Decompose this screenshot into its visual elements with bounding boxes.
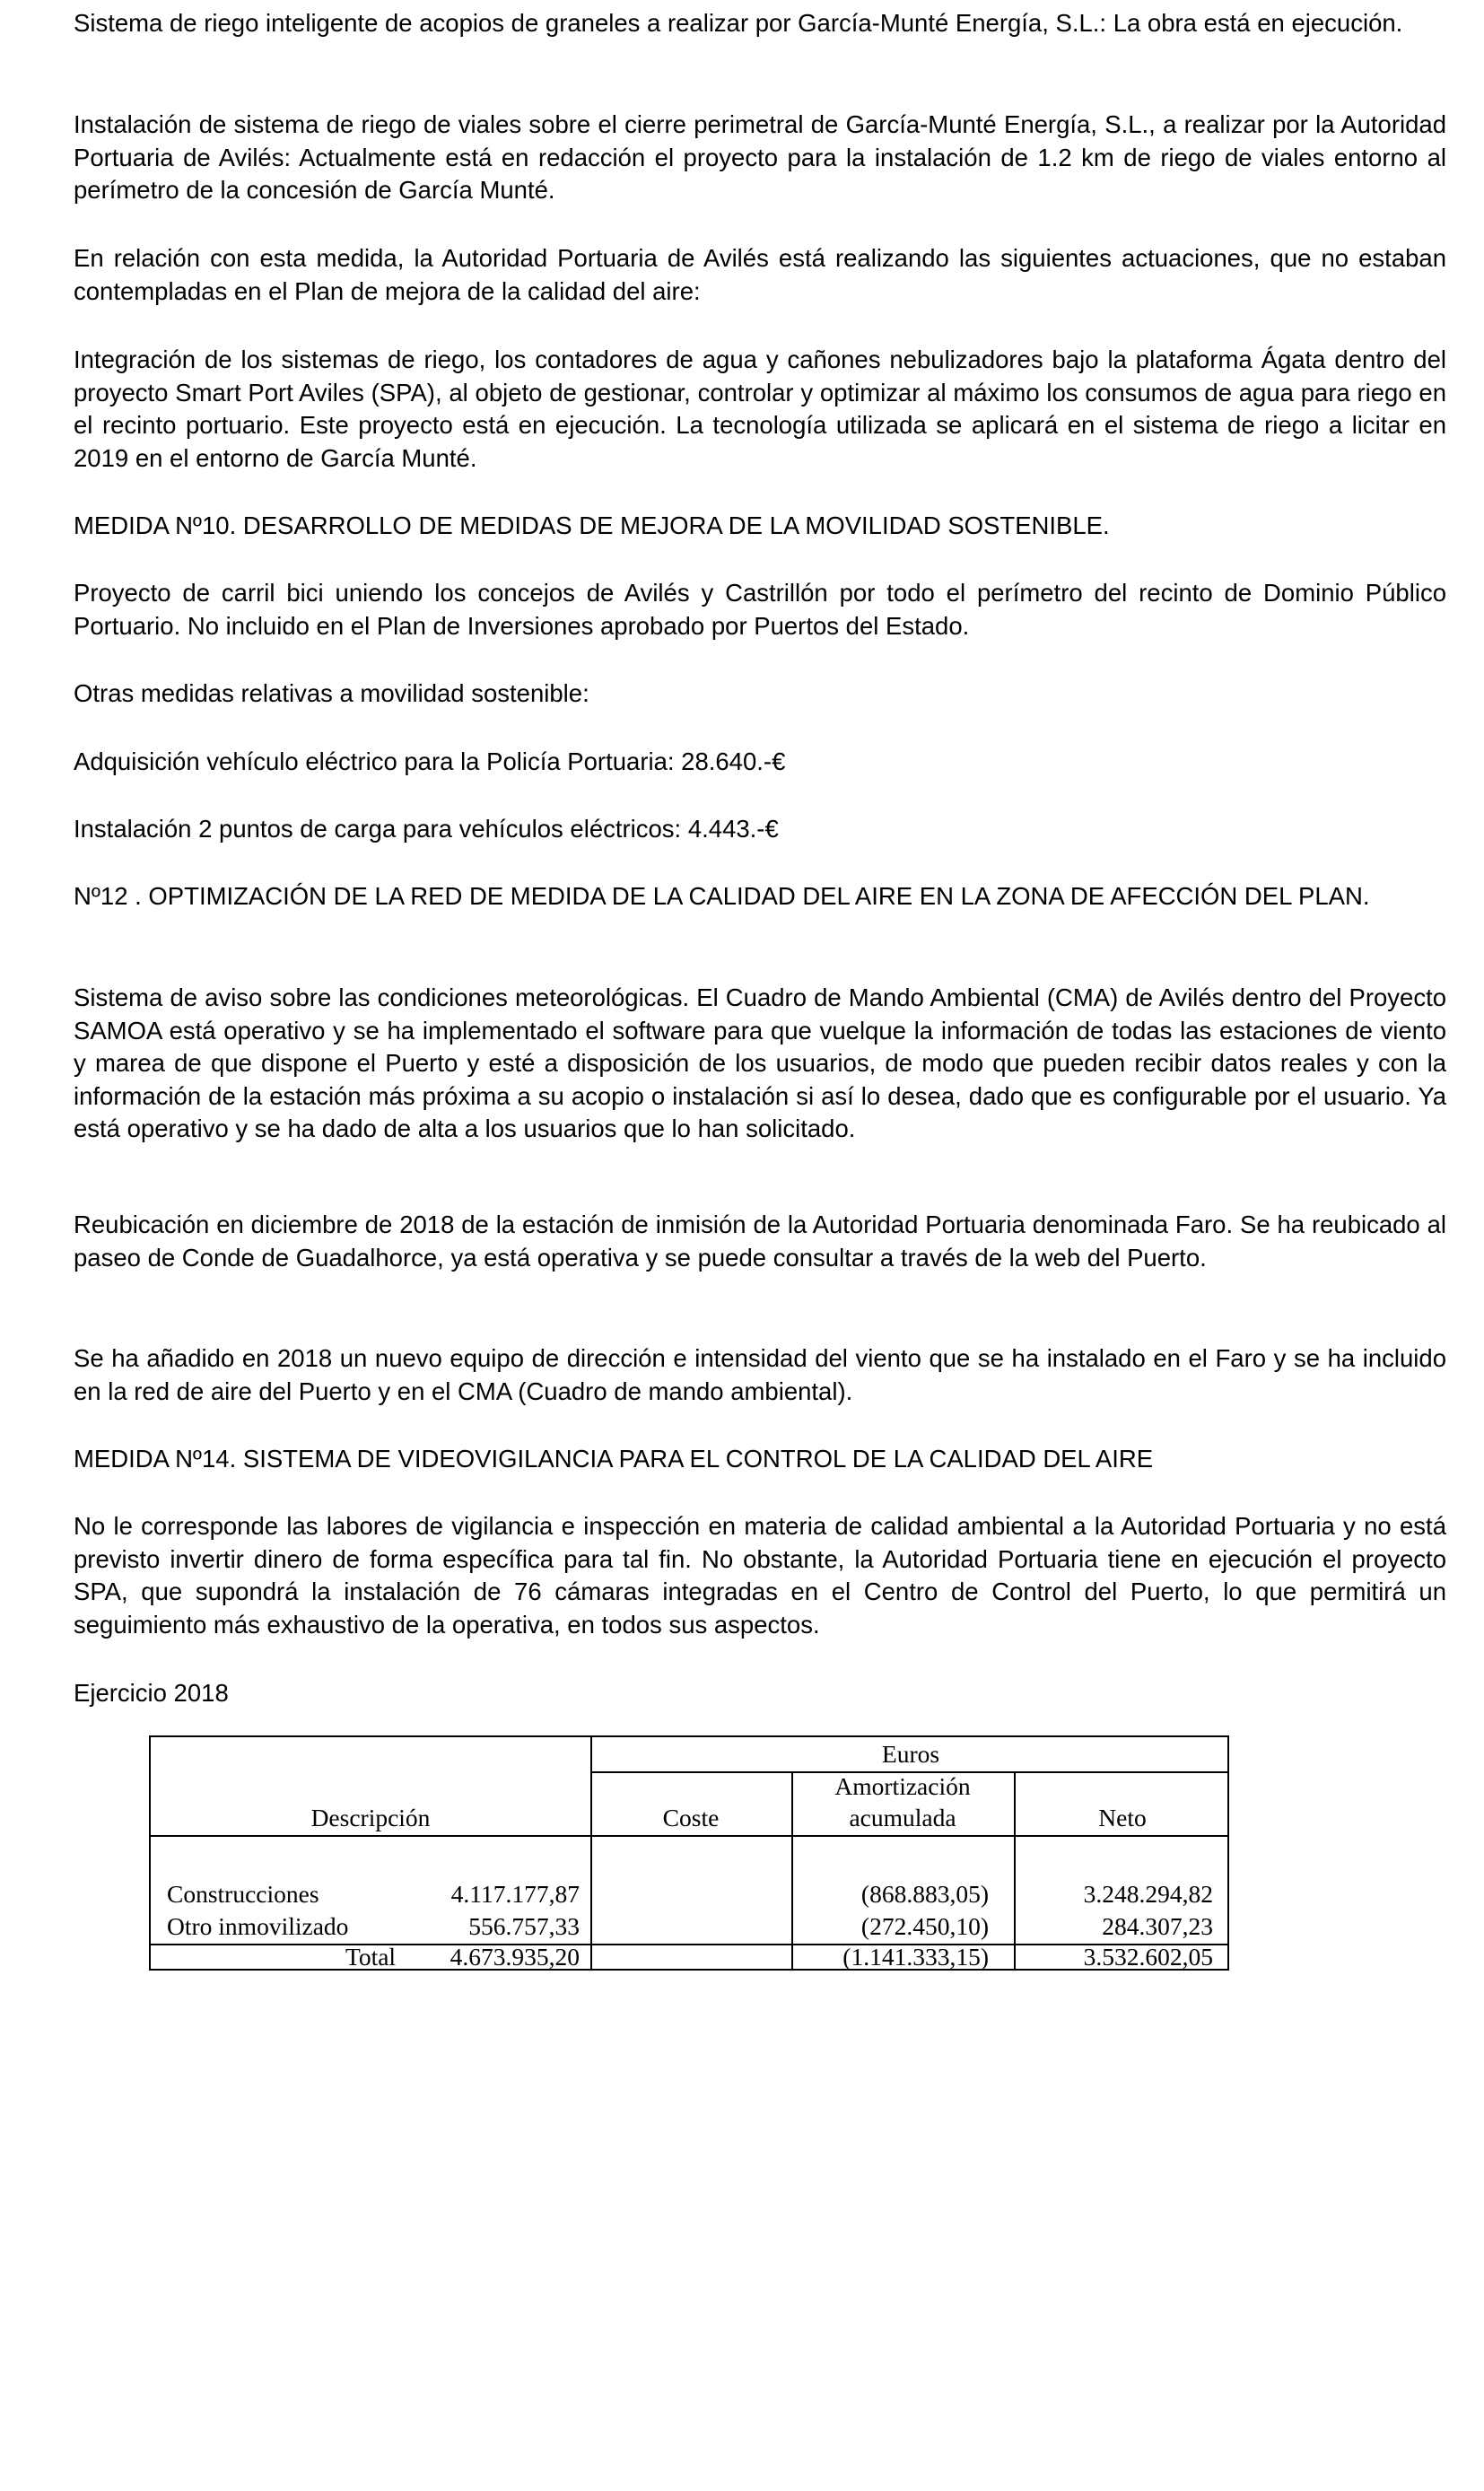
table-cell-amortizacion: (868.883,05)	[860, 1880, 989, 1908]
table-header-amortizacion: Amortización	[834, 1772, 971, 1800]
table-cell-coste: 4.117.177,87	[450, 1880, 580, 1908]
paragraph-carril-bici: Proyecto de carril bici uniendo los concejos de Avilés y Castrillón por todo el perímetro del recinto de Dominio Público Portuario. No incluido en el Plan de Inversiones aprobado por Puertos del Estado.	[74, 579, 1446, 640]
table-total-label: Total	[345, 1943, 397, 1971]
table-header-descripcion: Descripción	[310, 1804, 431, 1831]
table-header-neto: Neto	[1098, 1804, 1147, 1831]
table-cell-amortizacion: (272.450,10)	[860, 1912, 989, 1940]
table-cell-neto: 284.307,23	[1102, 1912, 1213, 1940]
table-total-amortizacion: (1.141.333,15)	[842, 1943, 989, 1971]
table-divider	[1014, 1944, 1016, 1969]
paragraph-equipo-viento: Se ha añadido en 2018 un nuevo equipo de dirección e intensidad del viento que se ha instalado en el Faro y se ha incluido en la red de aire del Puerto y en el CMA (Cuadro de mando ambiental).	[74, 1344, 1446, 1405]
table-header-coste: Coste	[662, 1804, 720, 1831]
paragraph-reubicacion-faro: Reubicación en diciembre de 2018 de la estación de inmisión de la Autoridad Portuaria denominada Faro. Se ha reubicado al paseo de Conde de Guadalhorce, ya está operativa y se puede consultar a través de la web del Puerto.	[74, 1211, 1446, 1272]
table-total-coste: 4.673.935,20	[450, 1943, 580, 1971]
assets-table	[149, 1735, 1229, 1971]
paragraph-ejercicio: Ejercicio 2018	[74, 1679, 229, 1707]
table-cell-neto: 3.248.294,82	[1083, 1880, 1213, 1908]
table-divider	[791, 1944, 793, 1969]
table-rule	[151, 1835, 1227, 1837]
paragraph-sistema-aviso: Sistema de aviso sobre las condiciones meteorológicas. El Cuadro de Mando Ambiental (CMA) de Avilés dentro del Proyecto SAMOA está operativo y se ha implementado el software para que vuelque la información de todas las estaciones de viento y marea de que dispone el Puerto y esté a disposición de los usuarios, de modo que pueden recibir datos reales y con la información de la estación más próxima a su acopio o instalación si así lo desea, dado que es configurable por el usuario. Ya está operativo y se ha dado de alta a los usuarios que lo han solicitado.	[74, 983, 1446, 1143]
heading-medida-14: MEDIDA Nº14. SISTEMA DE VIDEOVIGILANCIA PARA EL CONTROL DE LA CALIDAD DEL AIRE	[74, 1445, 1154, 1473]
table-header-acumulada: acumulada	[849, 1804, 956, 1831]
heading-medida-10: MEDIDA Nº10. DESARROLLO DE MEDIDAS DE MEJORA DE LA MOVILIDAD SOSTENIBLE.	[74, 511, 1110, 539]
table-cell-descripcion: Otro inmovilizado	[167, 1912, 349, 1940]
paragraph-integracion-agata: Integración de los sistemas de riego, los contadores de agua y cañones nebulizadores bajo la plataforma Ágata dentro del proyecto Smart Port Aviles (SPA), al objeto de gestionar, controlar y optimizar al máximo los consumos de agua para riego en el recinto portuario. Este proyecto está en ejecución. La tecnología utilizada se aplicará en el sistema de riego a licitar en 2019 en el entorno de García Munté.	[74, 345, 1446, 472]
paragraph-actuaciones-intro: En relación con esta medida, la Autoridad Portuaria de Avilés está realizando las siguientes actuaciones, que no estaban contempladas en el Plan de mejora de la calidad del aire:	[74, 244, 1446, 305]
paragraph-vigilancia: No le corresponde las labores de vigilancia e inspección en materia de calidad ambiental a la Autoridad Portuaria y no está previsto invertir dinero de forma específica para tal fin. No obstante, la Autoridad Portuaria tiene en ejecución el proyecto SPA, que supondrá la instalación de 76 cámaras integradas en el Centro de Control del Puerto, lo que permitirá un seguimiento más exhaustivo de la operativa, en todos sus aspectos.	[74, 1512, 1446, 1639]
paragraph-otras-medidas: Otras medidas relativas a movilidad sostenible:	[74, 679, 589, 707]
table-cell-coste: 556.757,33	[468, 1912, 580, 1940]
paragraph-puntos-carga: Instalación 2 puntos de carga para vehículos eléctricos: 4.443.-€	[74, 815, 779, 843]
table-header-euros: Euros	[881, 1740, 940, 1768]
table-divider	[1014, 1771, 1016, 1946]
paragraph-vehiculo-electrico: Adquisición vehículo eléctrico para la Policía Portuaria: 28.640.-€	[74, 747, 786, 775]
paragraph-riego-acopios: Sistema de riego inteligente de acopios de graneles a realizar por García-Munté Energía, S.L.: La obra está en ejecución.	[74, 9, 1403, 37]
table-total-neto: 3.532.602,05	[1083, 1943, 1213, 1971]
table-cell-descripcion: Construcciones	[167, 1880, 319, 1908]
heading-medida-12: Nº12 . OPTIMIZACIÓN DE LA RED DE MEDIDA DE LA CALIDAD DEL AIRE EN LA ZONA DE AFECCIÓN DEL PLAN.	[74, 882, 1370, 910]
paragraph-riego-viales: Instalación de sistema de riego de viales sobre el cierre perimetral de García-Munté Energía, S.L., a realizar por la Autoridad Portuaria de Avilés: Actualmente está en redacción el proyecto para la instalación de 1.2 km de riego de viales entorno al perímetro de la concesión de García Munté.	[74, 110, 1446, 205]
